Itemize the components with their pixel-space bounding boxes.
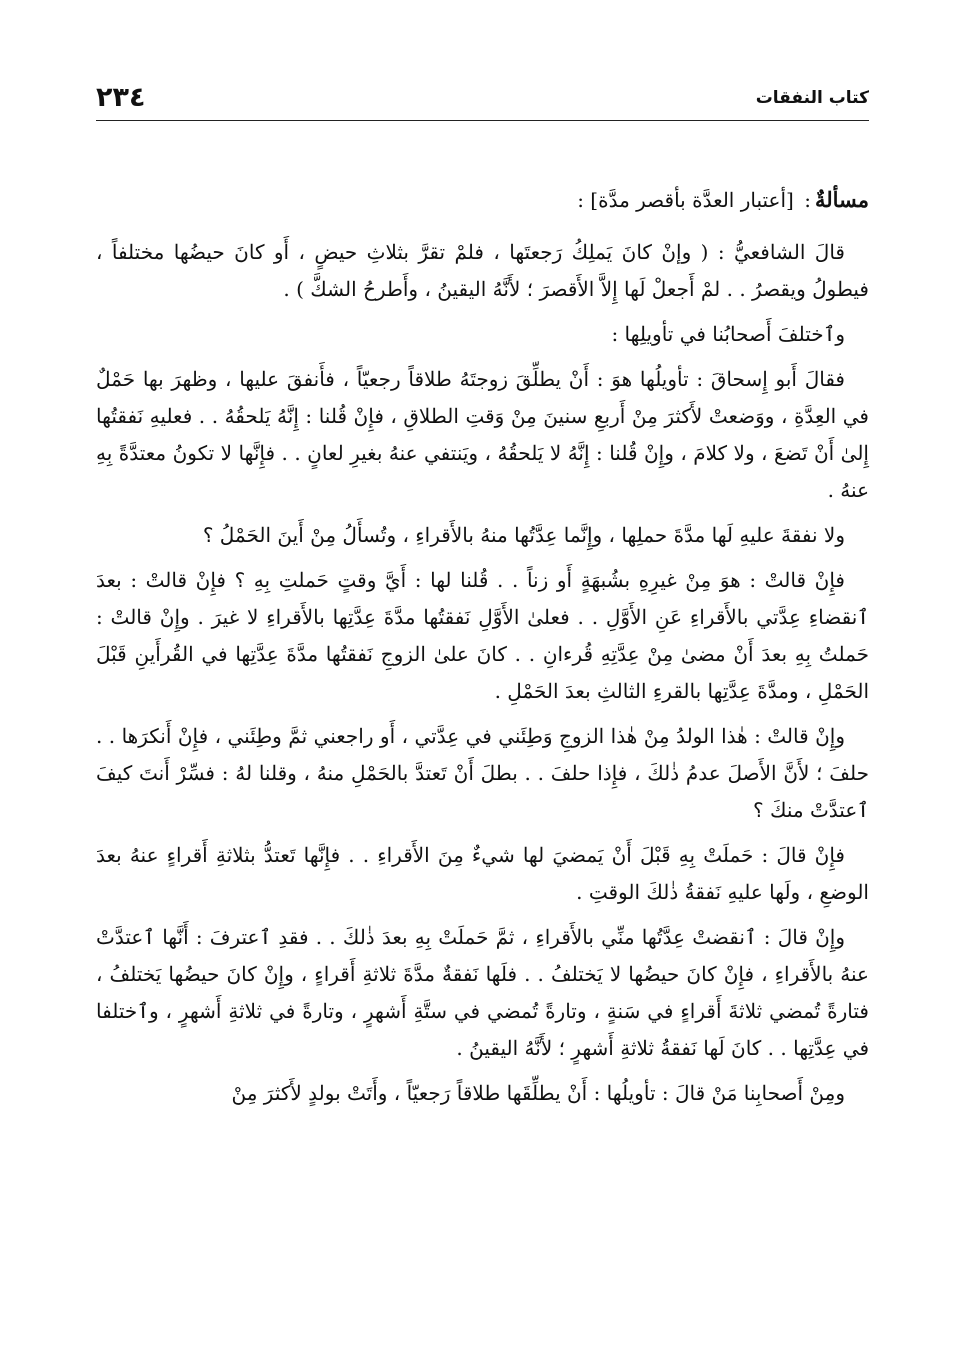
paragraph-if-he-said-after: وإِنْ قالَ : ٱنقضتْ عِدَّتُها منِّي بالأَقراءِ ، ثمَّ حَملَتْ بِهِ بعدَ ذٰلكَ . . فقدِ ٱعترفَ : أَنَّها ٱعتدَّتْ عنهُ بالأَقراءِ ، فإِنْ كانَ حيضُها لا يَختلفُ . . فلَها نَفقةٌ مدَّةَ ثلاثةِ أَقراءٍ ، وإِنْ كانَ حيضُها يَختلفُ ، فتارةً تُمضي ثلاثةَ أَقراءٍ في سَنةٍ ، وتارةً تُمضي في ستَّةِ أَشهرٍ ، وتارةً في ثلاثةِ أَشهرٍ ، وٱختلفا في عِدَّتِها . . كانَ لَها نَفقةُ ثلاثةِ أَشهرٍ ؛ لأَنَّهُ اليقينُ .	[96, 925, 869, 1060]
book-title: كتاب النفقات	[755, 88, 869, 108]
paragraph-if-she-said-husband: وإِنْ قالتْ : هٰذا الولدُ مِنْ هٰذا الزوجِ وَطِئَني في عِدَّتي ، أَو راجعني ثمَّ وطِئَني ، فإِنْ أَنكرَها . . حلفَ ؛ لأَنَّ الأَصلَ عدمُ ذٰلكَ ، فإِذا حلفَ . . بطلَ أَنْ تَعتدَّ بالحَمْلِ منهُ ، وقلنا لهُ : فسِّرْ أَنتَ كيفَ ٱعتدَّتْ منكَ ؟	[96, 724, 869, 822]
running-header	[96, 80, 869, 121]
masala-label: مسألةٌ	[814, 187, 869, 212]
paragraph-no-maintenance: ولا نفقةَ عليهِ لَها مدَّةَ حملِها ، وإِنَّما عِدَّتُها منهُ بالأَقراءِ ، وتُسأَلُ مِنْ أَينَ الحَمْلُ ؟	[202, 523, 845, 547]
page-number: ٢٣٤	[96, 82, 146, 113]
paragraph-if-she-said-other: فإِنْ قالتْ : هوَ مِنْ غيرِهِ بشُبهَةٍ أَو زناً . . قُلنا لها : أَيَّ وقتٍ حَملتِ بِهِ ؟ فإِنْ قالتْ : بعدَ ٱنقضاءِ عِدَّتي بالأَقراءِ عَنِ الأَوَّلِ . . فعلىٰ الأَوَّلِ نَفقتُها مدَّةَ عِدَّتِها بالأَقراءِ لا غيرَ . وإِنْ قالتْ : حَملتُ بِهِ بعدَ أَنْ مضىٰ مِنْ عِدَّتِهِ قُرءانِ . . كانَ علىٰ الزوجِ نَفقتُها مدَّةَ عِدَّتِها في القُرأَينِ قَبْلَ الحَمْلِ ، ومدَّةَ عِدَّتِها بالقرءِ الثالثِ بعدَ الحَمْلِ .	[96, 568, 869, 703]
paragraph-shafii-quote: قالَ الشافعيُّ : ( وإنْ كانَ يَملِكُ رَجعتَها ، فلمْ تقرَّ بثلاثِ حيضٍ ، أَو كانَ حيضُها مختلفاً ، فيطولُ ويقصرُ . . لمْ أَجعلْ لَها إِلاَّ الأَقصرَ ؛ لأَنَّهُ اليقينُ ، وأَطرحُ الشكَّ ) .	[96, 240, 869, 301]
paragraph-companions-differ: وٱختلفَ أَصحابُنا في تأويلِها :	[611, 322, 845, 346]
paragraph-abu-ishaq: فقالَ أَبو إِسحاقَ : تأويلُها هوَ : أَنْ يطلِّقَ زوجتَهُ طلاقاً رجعيّاً ، فأَنفقَ عليها ، وظهرَ بها حَمْلٌ في العِدَّةِ ، ووَضعتْ لأَكثرَ مِنْ أَربعِ سنينَ مِنْ وَقتِ الطلاقِ ، فإِنْ قُلنا : إِنَّهُ يَلحقُهُ . . فعليهِ نَفقتُها إِلىٰ أَنْ تَضعَ ، ولا كلامَ ، وإِنْ قُلنا : إِنَّهُ لا يَلحقُهُ ، ويَنتفي عنهُ بغيرِ لعانٍ . . فإِنَّها لا تكونُ معتدَّةً بِهِ عنهُ .	[96, 367, 869, 502]
masala-heading	[96, 178, 869, 222]
page-body	[96, 178, 869, 1307]
masala-separator: :	[804, 188, 811, 212]
paragraph-if-he-said-before: فإِنْ قالَ : حَملَتْ بِهِ قَبْلَ أَنْ يَمضيَ لها شيءٌ مِنَ الأَقراءِ . . فإِنَّها تَعتدُّ بثلاثةِ أَقراءٍ عنهُ بعدَ الوضعِ ، ولَها عليهِ نَفقةُ ذٰلكَ الوقتِ .	[96, 843, 869, 904]
paragraph-other-interpretation: ومِنْ أَصحابِنا مَنْ قالَ : تأويلُها : أَنْ يطلِّقَها طلاقاً رَجعيّاً ، وأَتَتْ بولدٍ لأَكثرَ مِنْ	[231, 1081, 845, 1105]
masala-title: [أعتبار العدَّة بأقصر مدَّة] :	[577, 188, 794, 212]
